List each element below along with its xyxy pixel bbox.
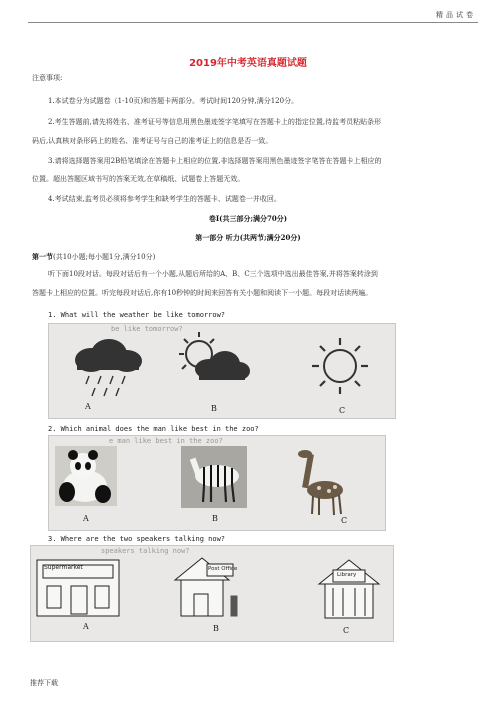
question-2-option-b[interactable]: B [212, 514, 218, 523]
notice-item-4: 4.考试结束,监考员必须将参考学生和缺考学生的答题卡、试题卷一并收回。 [48, 195, 281, 203]
question-3-option-a[interactable]: A [83, 622, 89, 631]
post-office-sign: Post Office [208, 566, 238, 572]
section1-instructions-cont: 答题卡上相应的位置。听完每段对话后,你有10秒钟的时间来回答有关小题和阅读下一小题。每段对话读两遍。 [32, 289, 373, 297]
sun-icon [312, 338, 368, 394]
question-2-ghost: e man like best in the zoo? [109, 437, 223, 445]
question-2-text: 2. Which animal does the man like best in the zoo? [48, 425, 259, 433]
footer-text: 推荐下载 [30, 679, 58, 687]
notice-item-2-cont: 码后,认真核对条形码上的姓名、准考证号与自己的准考证上的信息是否一致。 [32, 137, 273, 145]
question-3-option-b[interactable]: B [213, 624, 219, 633]
notice-item-2: 2.考生答题前,请先将姓名、准考证号等信息用黑色墨迹签字笔填写在答题卡上的指定位置,待监考员粘贴条形 [48, 118, 382, 126]
question-1-option-c[interactable]: C [339, 406, 346, 415]
page-title: 2019年中考英语真题试题 [189, 58, 307, 69]
question-3-option-c[interactable]: C [343, 626, 350, 635]
library-sign: Library [337, 572, 357, 578]
question-1-ghost: be like tomorrow? [111, 325, 183, 333]
header-divider [28, 22, 478, 23]
notice-item-3-cont: 位置。超出答题区域书写的答案无效,在草稿纸、试题卷上答题无效。 [32, 175, 245, 183]
question-1-text: 1. What will the weather be like tomorrow? [48, 311, 226, 319]
supermarket-sign: Supermarket [44, 564, 83, 571]
question-3-ghost: speakers talking now? [101, 547, 190, 555]
section1-instructions: 听下面10段对话。每段对话后有一个小题,从题后所给的A、B、C三个选项中选出最佳答案,并将答案转涂到 [48, 270, 378, 278]
question-2-option-a[interactable]: A [83, 514, 89, 523]
part-title: 第一部分 听力(共两节;满分20分) [195, 233, 301, 242]
giraffe-icon [298, 450, 343, 515]
library-icon [319, 560, 379, 618]
zebra-icon [181, 446, 247, 508]
question-1-option-b[interactable]: B [211, 404, 217, 413]
notice-item-1: 1.本试卷分为试题卷（1-10页)和答题卡两部分。考试时间120分钟,满分120分。 [48, 97, 299, 105]
notice-item-3: 3.请将选择题答案用2B铅笔填涂在答题卡上相应的位置,非选择题答案用黑色墨迹签字笔答在答题卡上相应的 [48, 157, 382, 165]
question-2-image [48, 435, 386, 531]
question-2-option-c[interactable]: C [341, 516, 348, 525]
question-1-image [48, 323, 396, 419]
panda-icon [55, 446, 117, 506]
section1-note: (共10小题;每小题1分,满分10分) [53, 253, 156, 261]
question-3-text: 3. Where are the two speakers talking now? [48, 535, 226, 543]
section-title: 卷Ⅰ(共三部分;满分70分) [208, 214, 288, 223]
question-3-image [30, 545, 394, 642]
sun-cloud-icon [179, 332, 250, 380]
header-label: 精品试卷 [436, 11, 476, 19]
notice-heading: 注意事项: [32, 74, 63, 82]
rain-cloud-icon [75, 339, 142, 396]
section1-label: 第一节 [32, 252, 53, 261]
question-1-option-a[interactable]: A [85, 402, 91, 411]
